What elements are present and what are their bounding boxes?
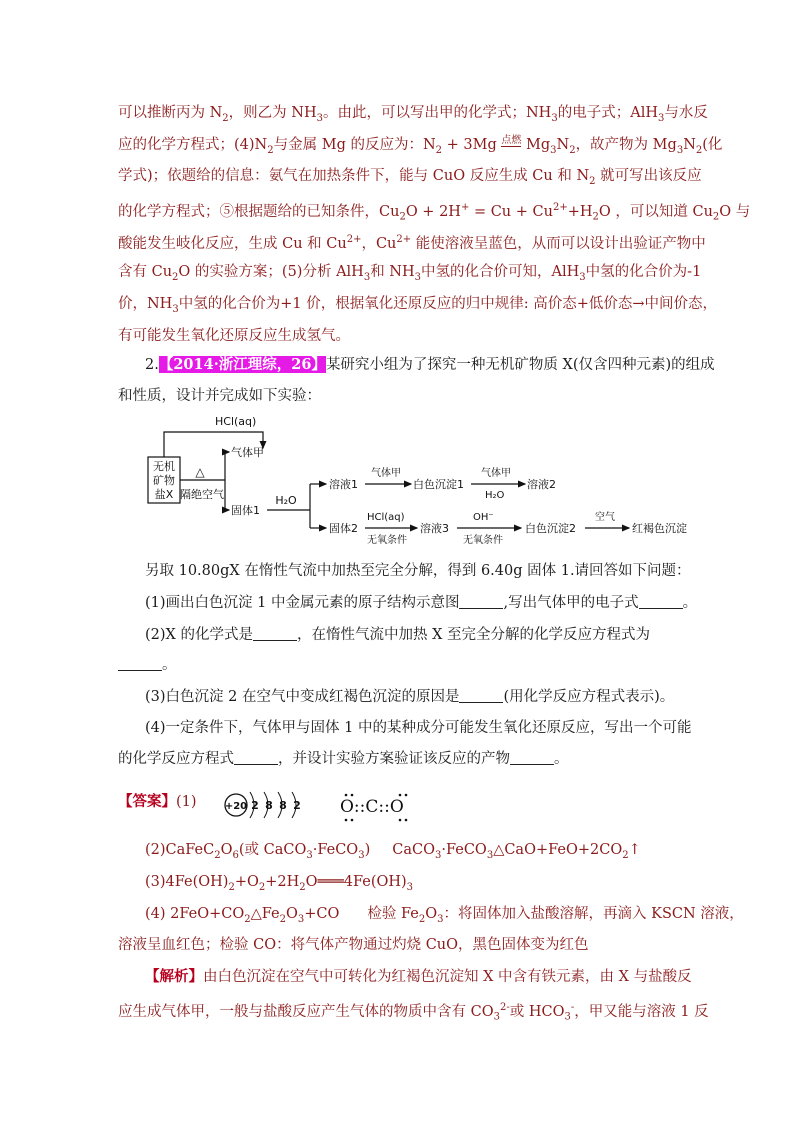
analysis-prev-line-1: 可以推断丙为 $N_2$，则乙为 $NH_3$。由此，可以写出甲的化学式；$NH_3$的电子式；AlH$_3$与水反 (118, 105, 708, 124)
question-part-1: (1)画出白色沉淀 1 中金属元素的原子结构示意图 ,写出气体甲的电子式 。 (145, 595, 698, 611)
solution-3-node: 溶液3 (420, 522, 449, 535)
h2o-arrow-label: H₂O (485, 490, 505, 501)
answer-blank[interactable] (253, 626, 297, 641)
analysis-prev-line-6: 含有 $Cu_2O$ 的实验方案；(5)分析 AlH$_3$和 $NH_3$中氢的化合价可知，AlH$_3$中氢的化合价为-1 (118, 264, 702, 283)
solution-1-node: 溶液1 (329, 478, 358, 491)
answer-blank[interactable] (234, 750, 278, 765)
mineral-x-label-1: 无机 (153, 460, 175, 473)
solid-2-node: 固体2 (329, 522, 358, 535)
question-part-2-cont: 。 (118, 655, 177, 675)
air-label: 空气 (595, 512, 615, 523)
mineral-x-label-3: 盐X (154, 488, 174, 501)
heat-symbol: △ (195, 465, 205, 479)
gas-jia-node: 气体甲 (231, 446, 264, 459)
answer-blank[interactable] (459, 594, 503, 609)
gas-jia-arrow-label-2: 气体甲 (481, 468, 511, 479)
answer-line-4: (4) $2FeO+CO_2\triangle Fe_2O_3+CO$ 检验 $Fe_2O_3$：将固体加入盐酸溶解，再滴入 KSCN 溶液， (145, 906, 744, 925)
anaerobic-label-2: 无氧条件 (463, 535, 503, 546)
question-part-3: (3)白色沉淀 2 在空气中变成红褐色沉淀的原因是 (用化学反应方程式表示)。 (145, 689, 675, 705)
shell-2-count: 8 (265, 799, 273, 812)
white-precipitate-1-node: 白色沉淀1 (413, 478, 464, 491)
answer-blank[interactable] (118, 656, 162, 671)
solid-1-node: 固体1 (231, 504, 260, 517)
answer-blank[interactable] (459, 688, 503, 703)
question-stem-line-2: 和性质，设计并完成如下实验： (118, 388, 321, 404)
question-part-2: (2)X 的化学式是 ，在惰性气流中加热 X 至完全分解的化学反应方程式为 (145, 627, 651, 643)
gas-jia-arrow-label: 气体甲 (371, 468, 401, 479)
analysis-line-1: 【解析】由白色沉淀在空气中可转化为红褐色沉淀知 X 中含有铁元素，由 X 与盐酸反 (145, 968, 692, 985)
answer-line-1: 【答案】(1) (118, 793, 197, 810)
experiment-flow-diagram (145, 410, 705, 550)
analysis-prev-line-3: 学式)；依题给的信息：氨气在加热条件下，能与 CuO 反应生成 Cu 和 $N_2$ 就可写出该反应 (118, 168, 702, 187)
analysis-prev-line-2: 应的化学方程式；$(4)N_2$与金属 Mg 的反应为：$N_2 + 3Mg$ 点燃 $Mg_3N_2$，故产物为 $Mg_3N_2$(化 (118, 135, 723, 156)
question-part-4-cont: 的化学反应方程式 ，并设计实验方案验证该反应的产物 。 (118, 751, 569, 767)
anaerobic-label-1: 无氧条件 (367, 535, 407, 546)
calcium-atom-structure-diagram (222, 789, 312, 823)
co2-formula-text: O::C::O (340, 797, 404, 817)
h2o-label: H₂O (275, 494, 297, 507)
analysis-prev-line-4: 的化学方程式；⑤根据题给的已知条件，$Cu_2O + 2H^+ = Cu + Cu^{2+}+H_2O$ ，可以知道 $Cu_2O$ 与 (118, 202, 751, 223)
shell-3-count: 8 (279, 799, 287, 812)
analysis-label: 【解析】 (145, 968, 203, 985)
answer-blank[interactable] (510, 750, 554, 765)
question-source-badge: 【2014·浙江理综，26】 (158, 356, 326, 373)
question-number: 2. (145, 357, 159, 373)
answer-line-2: $(2)CaFeC_2O_6$(或 CaCO$_3$·FeCO$_3$) $CaCO_3\cdot FeCO_3\triangle CaO+FeO+2CO_2↑$ (145, 842, 641, 861)
shell-1-count: 2 (251, 799, 259, 812)
question-paragraph: 另取 10.80gX 在惰性气流中加热至完全分解，得到 6.40g 固体 1.请回答如下问题： (145, 563, 691, 579)
answer-line-5: 溶液呈血红色；检验 CO：将气体产物通过灼烧 CuO，黑色固体变为红色 (118, 937, 589, 953)
hcl-mid-label: HCl(aq) (367, 512, 405, 523)
analysis-prev-line-8: 有可能发生氧化还原反应生成氢气。 (118, 328, 350, 344)
analysis-prev-line-5: 酸能发生岐化反应，生成 Cu 和 $Cu^{2+}$，$Cu^{2+}$ 能使溶液呈蓝色，从而可以设计出验证产物中 (118, 234, 706, 252)
red-brown-precipitate-node: 红褐色沉淀 (632, 522, 687, 535)
analysis-prev-line-7: 价，$NH_3$中氢的化合价为+1 价，根据氧化还原反应的归中规律: 高价态+低价态→中间价态， (118, 296, 717, 315)
isolate-air-label: 隔绝空气 (180, 488, 224, 501)
white-precipitate-2-node: 白色沉淀2 (525, 522, 576, 535)
co2-electron-formula (338, 787, 418, 825)
question-part-4: (4)一定条件下，气体甲与固体 1 中的某种成分可能发生氧化还原反应，写出一个可能 (145, 720, 692, 736)
mineral-x-label-2: 矿物 (153, 474, 175, 487)
answer-blank[interactable] (639, 594, 683, 609)
solution-2-node: 溶液2 (527, 478, 556, 491)
analysis-line-2: 应生成气体甲，一般与盐酸反应产生气体的物质中含有 $CO_3^{2-}$或 $HCO_3^-$，甲又能与溶液 1 反 (118, 1002, 709, 1023)
question-stem-line-1: 2.【2014·浙江理综，26】某研究小组为了探究一种无机矿物质 X(仅含四种元素)的组成 (145, 356, 715, 373)
hydroxide-label: OH⁻ (473, 512, 494, 523)
nucleus-charge: +20 (224, 801, 248, 812)
answer-line-3: $(3)4Fe(OH)_2+O_2+2H_2O═══4Fe(OH)_3$ (145, 874, 414, 893)
hcl-top-label: HCl(aq) (215, 415, 257, 428)
answer-label: 【答案】 (118, 793, 176, 810)
shell-4-count: 2 (293, 799, 301, 812)
